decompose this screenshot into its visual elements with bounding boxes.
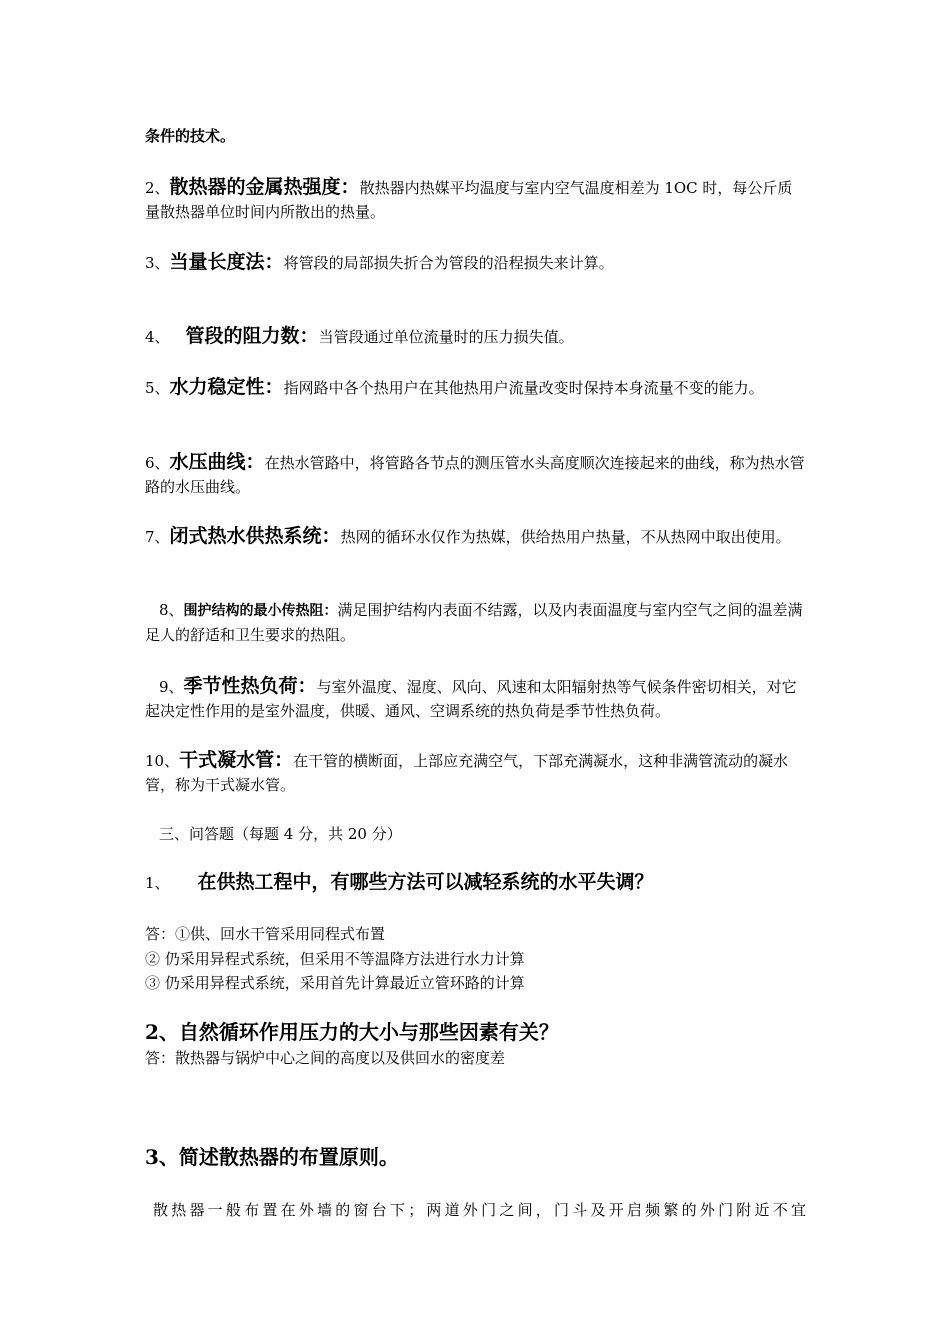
- definition-term: 季节性热负荷：: [183, 675, 317, 697]
- definition-text: 满足围护结构内表面不结露，以及内表面温度与室内空气之间的温差满足人的舒适和卫生要求的热阻。: [145, 601, 803, 644]
- answer-3: [153, 1198, 807, 1222]
- definition-number: 5、: [145, 379, 170, 397]
- question-text: 2、自然循环作用压力的大小与那些因素有关？: [145, 1020, 559, 1044]
- definition-4: [145, 324, 807, 349]
- definition-text: 与室外温度、湿度、风向、风速和太阳辐射热等气候条件密切相关，对它起决定性作用的是室外温度，供暖、通风、空调系统的热负荷是季节性热负荷。: [145, 678, 797, 720]
- section-heading-qa: [145, 822, 821, 846]
- definition-term: 当量长度法：: [169, 251, 284, 273]
- definition-8: [145, 598, 807, 647]
- definition-3: [145, 250, 807, 275]
- definition-term: 闭式热水供热系统：: [169, 525, 341, 547]
- answer-1-line-2: [145, 947, 807, 971]
- definition-term: 管段的阻力数：: [185, 325, 319, 347]
- definition-number: 9、: [159, 678, 184, 696]
- section-heading-text: 三、问答题（每题 4 分，共 20 分）: [159, 825, 402, 843]
- definition-term: 干式凝水管：: [179, 749, 294, 771]
- definition-number: 2、: [145, 179, 170, 197]
- definition-2: [145, 175, 807, 224]
- answer-1-line-1: [145, 922, 807, 946]
- document-page: [145, 0, 807, 1344]
- definition-6: [145, 450, 807, 499]
- answer-1-line-3: [145, 971, 807, 995]
- definition-number: 3、: [145, 254, 170, 272]
- answer-text: 答：散热器与锅炉中心之间的高度以及供回水的密度差: [145, 1049, 506, 1067]
- definition-number: 8、: [159, 601, 184, 619]
- question-2: [145, 1020, 807, 1046]
- answer-text: 答：①供、回水干管采用同程式布置: [145, 925, 386, 943]
- question-text: 3、简述散热器的布置原则。: [145, 1145, 399, 1169]
- question-text: 在供热工程中，有哪些方法可以减轻系统的水平失调？: [197, 871, 654, 893]
- answer-text: 散热器一般布置在外墙的窗台下；两道外门之间，门斗及开启频繁的外门附近不宜: [153, 1201, 807, 1219]
- definition-number: 7、: [145, 528, 170, 546]
- definition-term: 围护结构的最小传热阻：: [183, 603, 338, 619]
- answer-text: ③ 仍采用异程式系统，采用首先计算最近立管环路的计算: [145, 974, 525, 992]
- definition-text: 当管段通过单位流量时的压力损失值。: [318, 328, 574, 346]
- definition-term: 水力稳定性：: [169, 376, 284, 398]
- question-3: [145, 1145, 807, 1171]
- definition-number: 10、: [145, 752, 180, 770]
- definition-9: [145, 674, 807, 723]
- answer-2: [145, 1046, 807, 1070]
- definition-number: 6、: [145, 454, 170, 472]
- question-number: 1、: [145, 874, 170, 892]
- definition-number: 4、: [145, 328, 170, 346]
- definition-text: 散热器内热媒平均温度与室内空气温度相差为 1OC 时，每公斤质量散热器单位时间内所散出的热量。: [145, 179, 793, 221]
- definition-5: [145, 375, 807, 400]
- definition-term: 水压曲线：: [169, 451, 265, 473]
- definition-text: 将管段的局部损失折合为管段的沿程损失来计算。: [283, 254, 614, 272]
- definition-7: [145, 524, 807, 549]
- definition-text: 在干管的横断面，上部应充满空气，下部充满凝水，这种非满管流动的凝水管，称为干式凝水管。: [145, 752, 789, 794]
- question-1: [145, 870, 807, 895]
- definition-text: 指网路中各个热用户在其他热用户流量改变时保持本身流量不变的能力。: [283, 379, 764, 397]
- continued-text: 条件的技术。: [145, 127, 236, 145]
- definition-text: 热网的循环水仅作为热媒，供给热用户热量，不从热网中取出使用。: [340, 528, 791, 546]
- answer-text: ② 仍采用异程式系统，但采用不等温降方法进行水力计算: [145, 950, 525, 968]
- definition-term: 散热器的金属热强度：: [169, 176, 360, 198]
- definition-10: [145, 748, 807, 797]
- continued-line: [145, 124, 807, 148]
- definition-text: 在热水管路中，将管路各节点的测压管水头高度顺次连接起来的曲线，称为热水管路的水压曲线。: [145, 454, 805, 496]
